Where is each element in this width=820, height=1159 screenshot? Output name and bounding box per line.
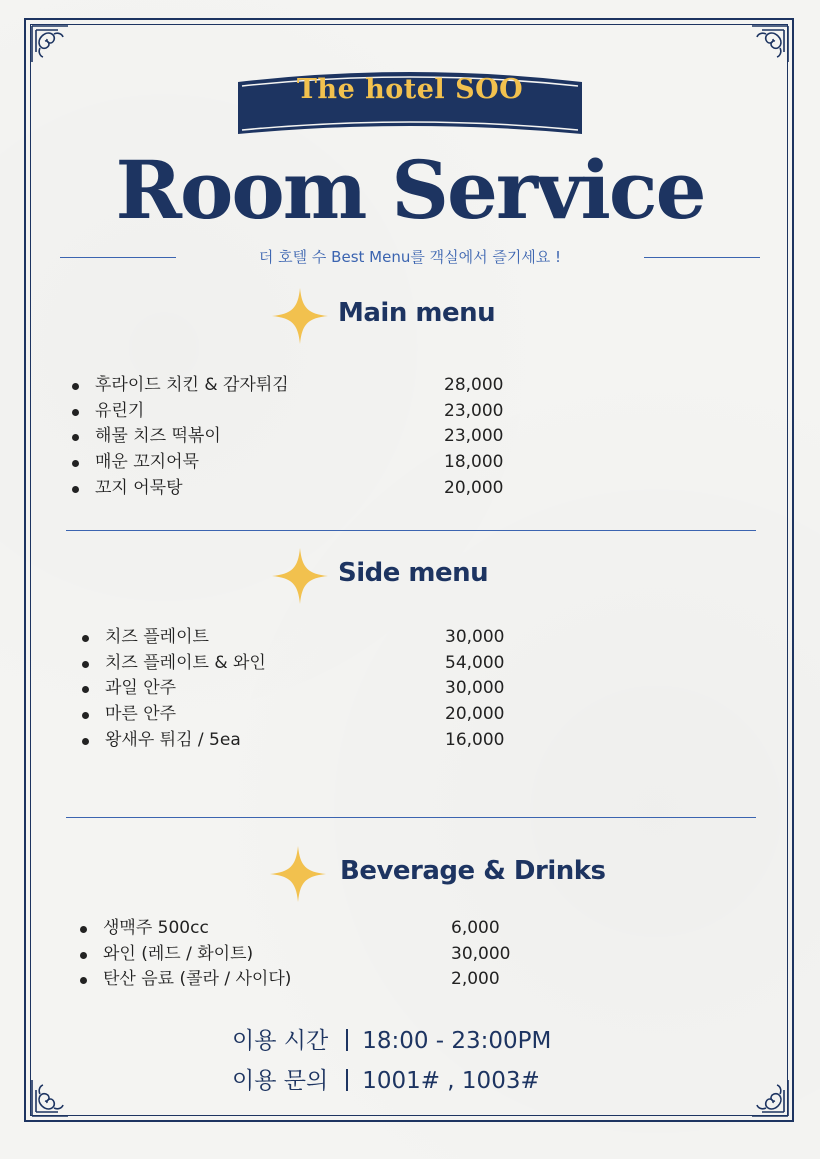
bullet-icon: [80, 977, 87, 984]
bullet-icon: [72, 460, 79, 467]
main-menu-list: [72, 373, 552, 501]
list-item: 왕새우 튀김 / 5ea 16,000: [82, 728, 562, 754]
bullet-icon: [80, 926, 87, 933]
sparkle-star-icon: [272, 548, 328, 604]
separator: [346, 1029, 348, 1051]
list-item: 과일 안주 30,000: [82, 676, 562, 702]
subtitle-rule-right: [644, 257, 760, 258]
bullet-icon: [82, 738, 89, 745]
bullet-icon: [72, 434, 79, 441]
list-item: 생맥주 500cc 6,000: [80, 916, 560, 942]
section-title-side: Side menu: [338, 558, 489, 588]
bullet-icon: [72, 486, 79, 493]
separator: [346, 1069, 348, 1091]
section-divider: [66, 817, 756, 818]
page-subtitle: 더 호텔 수 Best Menu를 객실에서 즐기세요 !: [258, 248, 562, 266]
page-title: Room Service: [115, 143, 705, 237]
list-item: 매운 꼬지어묵 18,000: [72, 450, 552, 476]
hours-label: 이용 시간: [232, 1028, 329, 1054]
hours-info: [232, 1022, 551, 1055]
list-item: 치즈 플레이트 & 와인 54,000: [82, 651, 562, 677]
list-item: 꼬지 어묵탕 20,000: [72, 476, 552, 502]
brand-name: The hotel SOO: [296, 74, 524, 105]
cloud-ornament-icon: [730, 1058, 792, 1120]
bullet-icon: [82, 661, 89, 668]
sparkle-star-icon: [272, 288, 328, 344]
cloud-ornament-icon: [28, 22, 90, 84]
hours-value: 18:00 - 23:00PM: [362, 1028, 552, 1054]
side-menu-list: [82, 625, 562, 753]
section-title-main: Main menu: [338, 298, 496, 328]
beverage-menu-list: [80, 916, 560, 993]
bullet-icon: [82, 712, 89, 719]
contact-value: 1001# , 1003#: [362, 1068, 540, 1094]
bullet-icon: [72, 383, 79, 390]
section-title-beverage: Beverage & Drinks: [340, 856, 606, 886]
contact-label: 이용 문의: [232, 1068, 329, 1094]
section-divider: [66, 530, 756, 531]
list-item: 마른 안주 20,000: [82, 702, 562, 728]
subtitle-rule-left: [60, 257, 176, 258]
list-item: 탄산 음료 (콜라 / 사이다) 2,000: [80, 967, 560, 993]
bullet-icon: [82, 635, 89, 642]
list-item: 유린기 23,000: [72, 399, 552, 425]
contact-info: [232, 1062, 540, 1095]
cloud-ornament-icon: [28, 1058, 90, 1120]
bullet-icon: [72, 409, 79, 416]
list-item: 해물 치즈 떡볶이 23,000: [72, 424, 552, 450]
list-item: 치즈 플레이트 30,000: [82, 625, 562, 651]
list-item: 후라이드 치킨 & 감자튀김 28,000: [72, 373, 552, 399]
bullet-icon: [82, 686, 89, 693]
list-item: 와인 (레드 / 화이트) 30,000: [80, 942, 560, 968]
cloud-ornament-icon: [730, 22, 792, 84]
bullet-icon: [80, 952, 87, 959]
sparkle-star-icon: [270, 846, 326, 902]
